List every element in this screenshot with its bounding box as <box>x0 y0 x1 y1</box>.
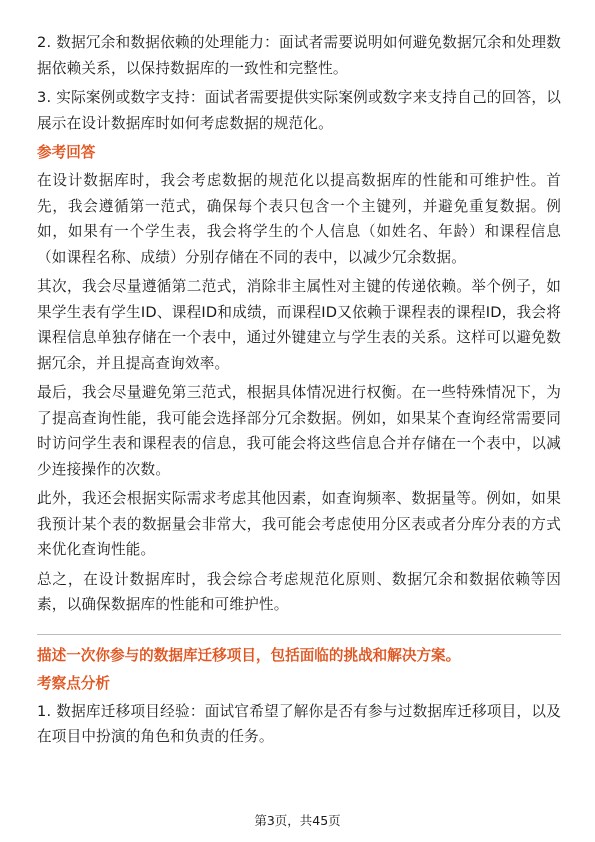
reference-answer-heading: 参考回答 <box>37 144 96 161</box>
page-number-footer: 第3页，共45页 <box>254 813 341 828</box>
criteria-paragraph-3: 3. 实际案例或数字支持：面试者需要提供实际案例或数字来支持自己的回答，以展示在设计数据库时如何考虑数据的规范化。 <box>37 89 561 132</box>
analysis-paragraph-1: 1. 数据库迁移项目经验：面试官希望了解你是否有参与过数据库迁移项目，以及在项目中扮演的角色和负责的任务。 <box>37 702 561 745</box>
reference-paragraph-2: 其次，我会尽量遵循第二范式，消除非主属性对主键的传递依赖。举个例子，如果学生表有学生ID、课程ID和成绩，而课程ID又依赖于课程表的课程ID，我会将课程信息单独存储在一个表中，通过外键建立与学生表的关系。这样可以避免数据冗余，并且提高查询效率。 <box>37 278 561 372</box>
reference-paragraph-5: 总之，在设计数据库时，我会综合考虑规范化原则、数据冗余和数据依赖等因素，以确保数据库的性能和可维护性。 <box>37 570 561 613</box>
section-divider <box>37 634 561 635</box>
reference-paragraph-4: 此外，我还会根据实际需求考虑其他因素，如查询频率、数据量等。例如，如果我预计某个表的数据量会非常大，我可能会考虑使用分区表或者分库分表的方式来优化查询性能。 <box>37 490 561 558</box>
question-title: 描述一次你参与的数据库迁移项目，包括面临的挑战和解决方案。 <box>37 646 461 664</box>
page-content <box>37 30 561 754</box>
criteria-paragraph-2: 2. 数据冗余和数据依赖的处理能力：面试者需要说明如何避免数据冗余和处理数据依赖关系，以保持数据库的一致性和完整性。 <box>37 34 561 77</box>
reference-paragraph-3: 最后，我会尽量避免第三范式，根据具体情况进行权衡。在一些特殊情况下，为了提高查询性能，我可能会选择部分冗余数据。例如，如果某个查询经常需要同时访问学生表和课程表的信息，我可能会将这些信息合并存储在一个表中，以减少连接操作的次数。 <box>37 384 561 478</box>
reference-paragraph-1: 在设计数据库时，我会考虑数据的规范化以提高数据库的性能和可维护性。首先，我会遵循第一范式，确保每个表只包含一个主键列，并避免重复数据。例如，如果有一个学生表，我会将学生的个人信息（如姓名、年龄）和课程信息（如课程名称、成绩）分别存储在不同的表中，以减少冗余数据。 <box>37 172 561 266</box>
analysis-heading: 考察点分析 <box>37 674 110 692</box>
